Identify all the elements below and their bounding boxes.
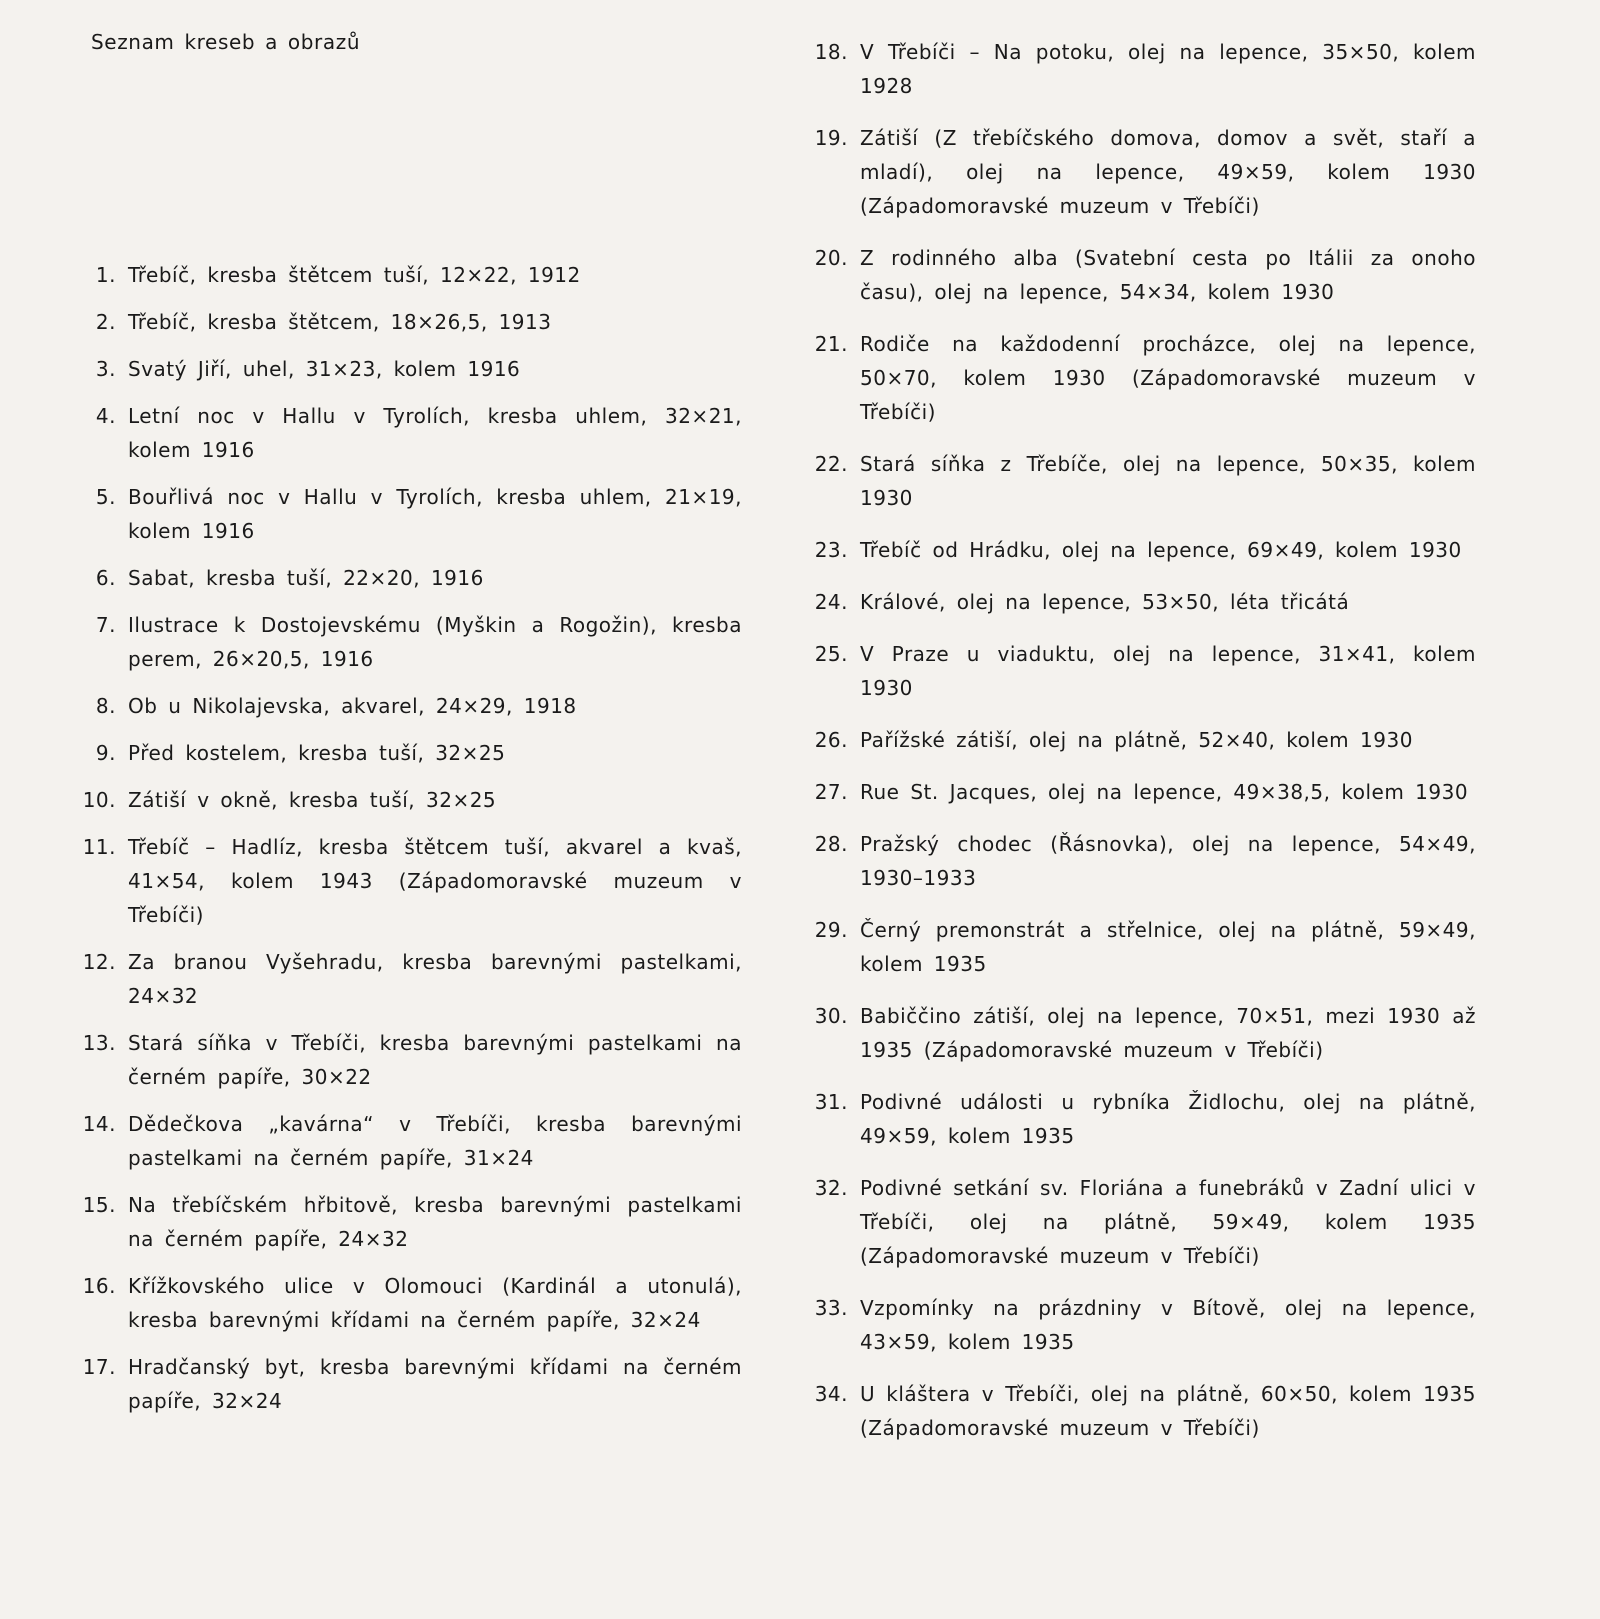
list-item (80, 689, 742, 723)
list-item (80, 352, 742, 386)
item-text: Křížkovského ulice v Olomouci (Kardinál a utonulá), kresba barevnými křídami na černém papíře, 32×24 (128, 1274, 742, 1332)
item-number: 1. (95, 263, 116, 287)
item-number: 10. (82, 788, 116, 812)
item-text: V Třebíči – Na potoku, olej na lepence, 35×50, kolem 1928 (860, 40, 1476, 98)
item-number: 7. (95, 613, 116, 637)
list-item (808, 999, 1476, 1067)
list-item (80, 561, 742, 595)
item-text: Zátiší v okně, kresba tuší, 32×25 (128, 788, 497, 812)
item-text: Podivné události u rybníka Židlochu, olej na plátně, 49×59, kolem 1935 (860, 1090, 1476, 1148)
item-text: Zátiší (Z třebíčského domova, domov a svět, staří a mladí), olej na lepence, 49×59, kolem 1930 (Západomoravské muzeum v Třebíči) (860, 126, 1476, 218)
item-text: Třebíč, kresba štětcem, 18×26,5, 1913 (128, 310, 552, 334)
item-text: Pařížské zátiší, olej na plátně, 52×40, kolem 1930 (860, 728, 1413, 752)
item-number: 8. (95, 694, 116, 718)
item-number: 25. (814, 642, 848, 666)
left-column-list (80, 258, 742, 1431)
right-column-list (808, 35, 1476, 1463)
list-item (80, 258, 742, 292)
list-item (80, 783, 742, 817)
item-number: 34. (814, 1382, 848, 1406)
item-text: Stará síňka z Třebíče, olej na lepence, 50×35, kolem 1930 (860, 452, 1476, 510)
list-item (808, 241, 1476, 309)
item-text: Babiččino zátiší, olej na lepence, 70×51, mezi 1930 až 1935 (Západomoravské muzeum v Třebíči) (860, 1004, 1476, 1062)
list-item (808, 775, 1476, 809)
item-text: V Praze u viaduktu, olej na lepence, 31×41, kolem 1930 (860, 642, 1476, 700)
item-number: 31. (814, 1090, 848, 1114)
item-text: Králové, olej na lepence, 53×50, léta třicátá (860, 590, 1350, 614)
item-number: 6. (95, 566, 116, 590)
item-number: 33. (814, 1296, 848, 1320)
list-item (80, 1188, 742, 1256)
item-number: 15. (82, 1193, 116, 1217)
item-number: 24. (814, 590, 848, 614)
item-text: Podivné setkání sv. Floriána a funebráků v Zadní ulici v Třebíči, olej na plátně, 59×49, kolem 1935 (Západomoravské muzeum v Třebíči) (860, 1176, 1476, 1268)
list-item (80, 1107, 742, 1175)
item-text: Třebíč, kresba štětcem tuší, 12×22, 1912 (128, 263, 581, 287)
list-heading: Seznam kreseb a obrazů (91, 30, 361, 54)
list-item (80, 1350, 742, 1418)
list-item (808, 447, 1476, 515)
item-text: Ilustrace k Dostojevskému (Myškin a Rogožin), kresba perem, 26×20,5, 1916 (128, 613, 742, 671)
list-item (808, 1377, 1476, 1445)
list-item (80, 830, 742, 932)
item-text: Vzpomínky na prázdniny v Bítově, olej na lepence, 43×59, kolem 1935 (860, 1296, 1476, 1354)
item-number: 32. (814, 1176, 848, 1200)
item-text: Před kostelem, kresba tuší, 32×25 (128, 741, 506, 765)
list-item (80, 1269, 742, 1337)
list-item (808, 637, 1476, 705)
item-text: Bouřlivá noc v Hallu v Tyrolích, kresba uhlem, 21×19, kolem 1916 (128, 485, 742, 543)
item-text: U kláštera v Třebíči, olej na plátně, 60×50, kolem 1935 (Západomoravské muzeum v Třebíči) (860, 1382, 1476, 1440)
item-text: Třebíč – Hadlíz, kresba štětcem tuší, akvarel a kvaš, 41×54, kolem 1943 (Západomoravské muzeum v Třebíči) (128, 835, 742, 927)
item-number: 13. (82, 1031, 116, 1055)
item-text: Svatý Jiří, uhel, 31×23, kolem 1916 (128, 357, 521, 381)
item-text: Hradčanský byt, kresba barevnými křídami na černém papíře, 32×24 (128, 1355, 742, 1413)
item-text: Na třebíčském hřbitově, kresba barevnými pastelkami na černém papíře, 24×32 (128, 1193, 742, 1251)
list-item (808, 327, 1476, 429)
list-item (80, 736, 742, 770)
item-number: 9. (95, 741, 116, 765)
item-number: 27. (814, 780, 848, 804)
item-text: Černý premonstrát a střelnice, olej na plátně, 59×49, kolem 1935 (860, 918, 1476, 976)
list-item (80, 608, 742, 676)
item-text: Dědečkova „kavárna“ v Třebíči, kresba barevnými pastelkami na černém papíře, 31×24 (128, 1112, 742, 1170)
item-number: 29. (814, 918, 848, 942)
item-number: 3. (95, 357, 116, 381)
item-number: 4. (95, 404, 116, 428)
list-item (808, 1085, 1476, 1153)
item-number: 19. (814, 126, 848, 150)
item-number: 30. (814, 1004, 848, 1028)
item-text: Sabat, kresba tuší, 22×20, 1916 (128, 566, 484, 590)
list-item (808, 1291, 1476, 1359)
item-number: 23. (814, 538, 848, 562)
list-item (80, 305, 742, 339)
item-number: 12. (82, 950, 116, 974)
list-item (80, 1026, 742, 1094)
item-number: 11. (82, 835, 116, 859)
item-number: 21. (814, 332, 848, 356)
list-item (808, 35, 1476, 103)
item-number: 26. (814, 728, 848, 752)
list-item (808, 913, 1476, 981)
item-text: Letní noc v Hallu v Tyrolích, kresba uhlem, 32×21, kolem 1916 (128, 404, 742, 462)
item-text: Pražský chodec (Řásnovka), olej na lepence, 54×49, 1930–1933 (860, 832, 1476, 890)
item-text: Z rodinného alba (Svatební cesta po Itálii za onoho času), olej na lepence, 54×34, kolem 1930 (860, 246, 1476, 304)
list-item (808, 585, 1476, 619)
item-text: Stará síňka v Třebíči, kresba barevnými pastelkami na černém papíře, 30×22 (128, 1031, 742, 1089)
list-item (80, 399, 742, 467)
item-text: Třebíč od Hrádku, olej na lepence, 69×49, kolem 1930 (860, 538, 1462, 562)
item-number: 16. (82, 1274, 116, 1298)
item-number: 5. (95, 485, 116, 509)
list-item (808, 1171, 1476, 1273)
item-number: 20. (814, 246, 848, 270)
item-text: Ob u Nikolajevska, akvarel, 24×29, 1918 (128, 694, 577, 718)
item-number: 2. (95, 310, 116, 334)
list-item (808, 121, 1476, 223)
item-text: Za branou Vyšehradu, kresba barevnými pastelkami, 24×32 (128, 950, 742, 1008)
item-number: 22. (814, 452, 848, 476)
list-item (808, 533, 1476, 567)
list-item (808, 827, 1476, 895)
item-number: 18. (814, 40, 848, 64)
item-number: 17. (82, 1355, 116, 1379)
list-item (80, 945, 742, 1013)
list-item (808, 723, 1476, 757)
item-text: Rue St. Jacques, olej na lepence, 49×38,5, kolem 1930 (860, 780, 1469, 804)
item-number: 28. (814, 832, 848, 856)
list-item (80, 480, 742, 548)
item-number: 14. (82, 1112, 116, 1136)
item-text: Rodiče na každodenní procházce, olej na lepence, 50×70, kolem 1930 (Západomoravské muzeum v Třebíči) (860, 332, 1476, 424)
